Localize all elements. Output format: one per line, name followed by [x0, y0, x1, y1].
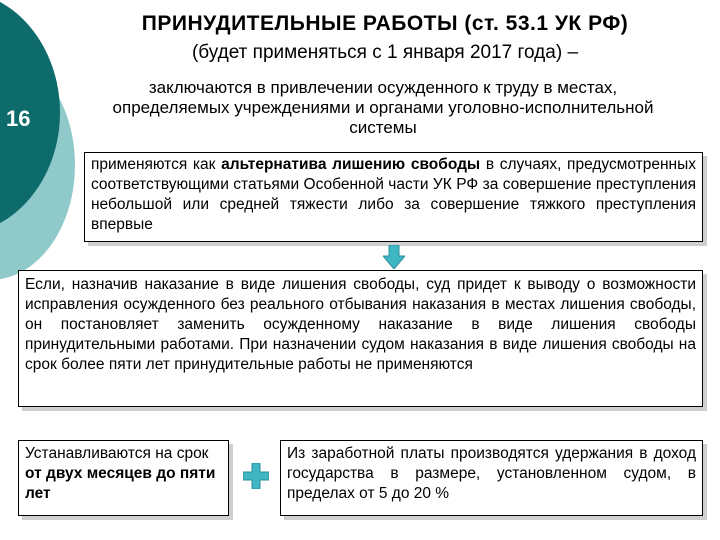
plus-icon: [243, 463, 269, 489]
intro-line: определяемых учреждениями и органами уголовно-исполнительной: [112, 98, 654, 117]
arrow-down-icon: [383, 245, 405, 269]
box-bold-text: от двух месяцев до пяти лет: [25, 465, 216, 502]
box-bold-text: альтернатива лишению свободы: [221, 156, 481, 173]
box-text: Если, назначив наказание в виде лишения свободы, суд придет к выводу о возможности исправления осужденного без реального отбывания наказания в местах лишения свободы, он постановляет заменить осужденному наказание в виде лишения свободы принудительными работами. При назначении судом наказания в виде лишения свободы на срок более пяти лет принудительные работы не применяются: [25, 276, 696, 373]
term-box: [18, 440, 229, 516]
box-text: Устанавливаются на срок: [25, 445, 209, 462]
intro-line: системы: [349, 118, 417, 137]
intro-text: [58, 78, 708, 138]
slide-subtitle: (будет применяться с 1 января 2017 года) –: [191, 42, 579, 63]
alternative-box: [84, 152, 703, 242]
box-text: Из заработной платы производятся удержания в доход государства в размере, установленном судом, в пределах от 5 до 20 %: [287, 445, 696, 502]
slide-title: ПРИНУДИТЕЛЬНЫЕ РАБОТЫ (ст. 53.1 УК РФ): [141, 12, 629, 35]
intro-line: заключаются в привлечении осужденного к труду в местах,: [148, 78, 618, 97]
deductions-box: [280, 440, 703, 516]
box-text: в случаях, предусмотренных соответствующими статьями Особенной части УК РФ за совершение преступления небольшой или средней тяжести либо за совершение тяжкого преступления впервые: [91, 156, 697, 233]
box-text: применяются как: [91, 156, 222, 173]
slide-number: 16: [6, 106, 31, 131]
conditions-box: [18, 270, 703, 407]
